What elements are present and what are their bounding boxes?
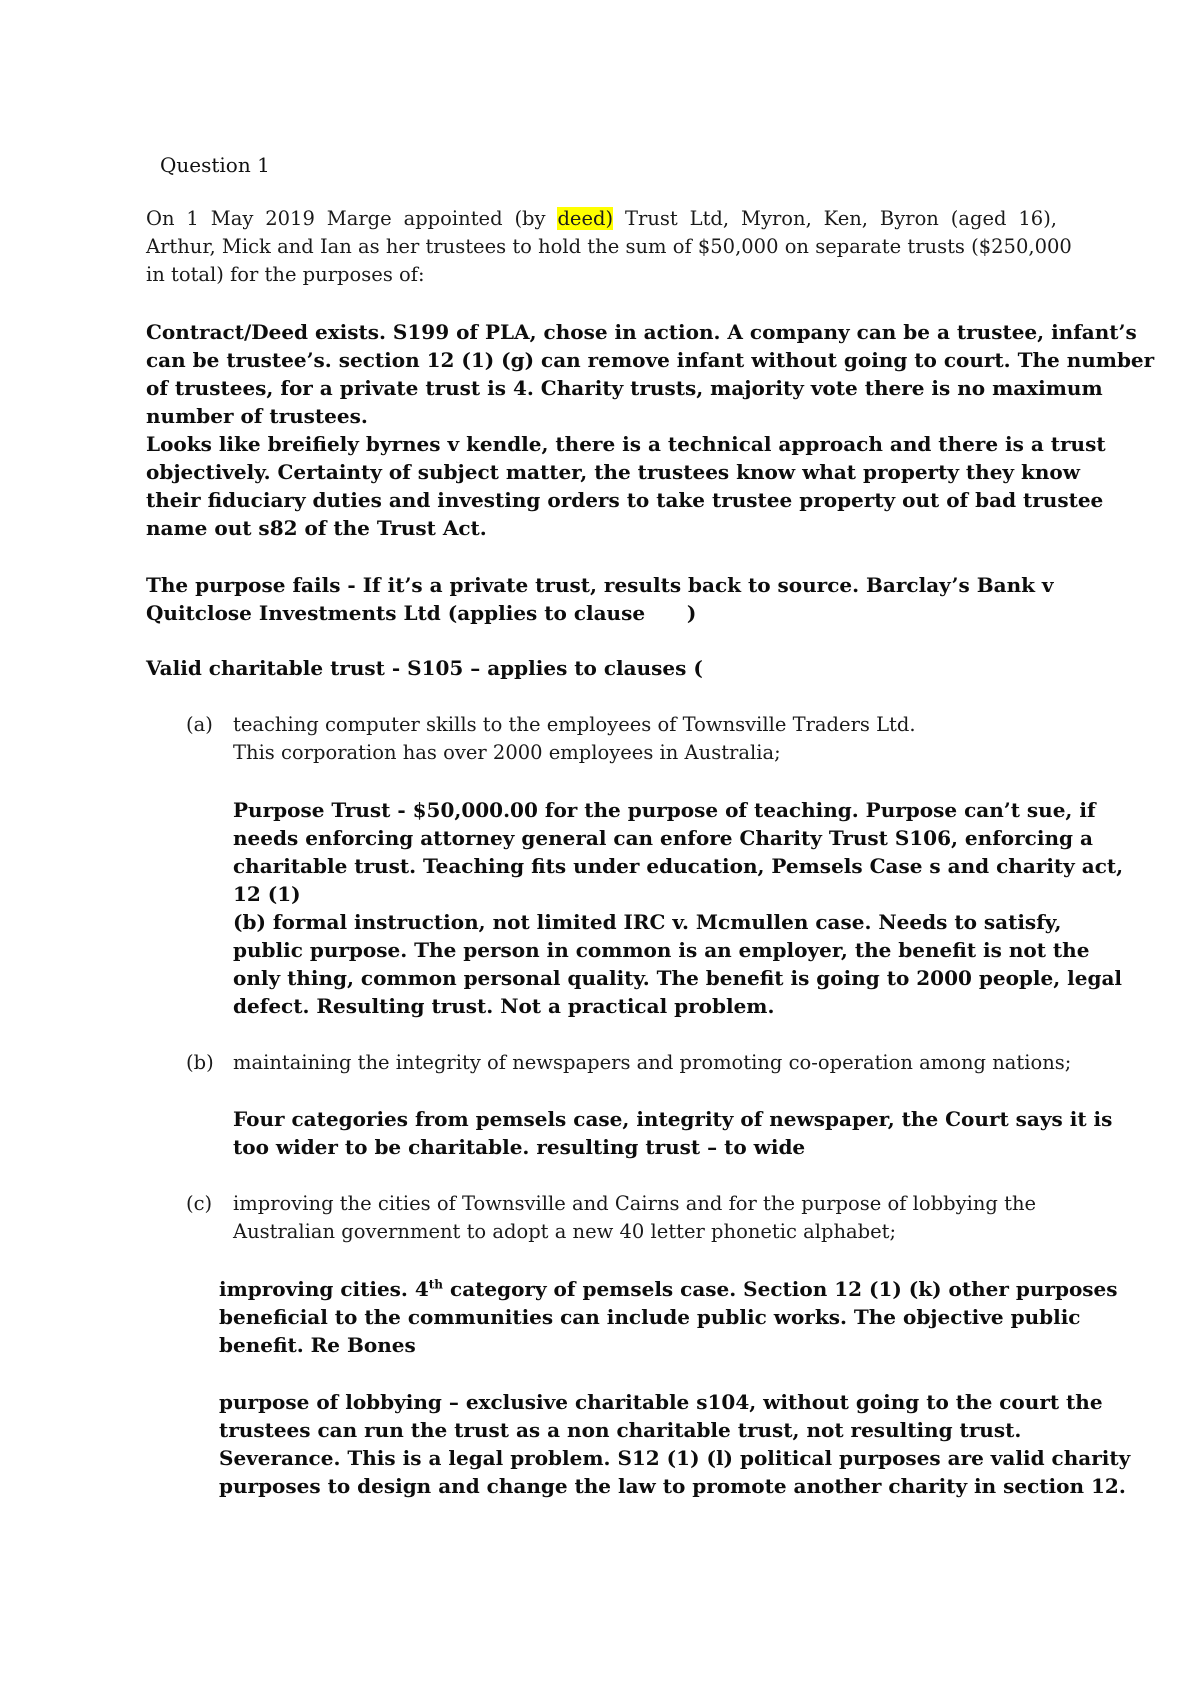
purpose-fails-line: The purpose fails - If it’s a private trust, results back to source. Barclay’s Bank v xyxy=(146,573,1054,597)
clause-a-note: only thing, common personal quality. The benefit is going to 2000 people, legal xyxy=(233,966,1123,990)
question-title: Question 1 xyxy=(160,153,270,177)
clause-b-note: too wider to be charitable. resulting trust – to wide xyxy=(233,1135,806,1159)
clause-b-marker: (b) xyxy=(186,1051,214,1074)
clause-a-note: 12 (1) xyxy=(233,882,301,906)
clause-a-line: teaching computer skills to the employees of Townsville Traders Ltd. xyxy=(233,713,916,736)
clause-a-note: defect. Resulting trust. Not a practical problem. xyxy=(233,994,775,1018)
clause-b-line: maintaining the integrity of newspapers and promoting co-operation among nations; xyxy=(233,1051,1072,1074)
intro-line-2: Arthur, Mick and Ian as her trustees to hold the sum of $50,000 on separate trusts ($250,000 xyxy=(146,235,1072,258)
notes1-line: number of trustees. xyxy=(146,404,368,428)
clause-c-cities-note: benefit. Re Bones xyxy=(219,1333,416,1357)
clause-a-note: charitable trust. Teaching fits under education, Pemsels Case s and charity act, xyxy=(233,854,1124,878)
clause-c-cities-note: beneficial to the communities can include public works. The objective public xyxy=(219,1305,1081,1329)
clause-a-line: This corporation has over 2000 employees in Australia; xyxy=(233,741,781,764)
clause-c-line: Australian government to adopt a new 40 letter phonetic alphabet; xyxy=(233,1220,897,1243)
notes1-line: their fiduciary duties and investing orders to take trustee property out of bad trustee xyxy=(146,488,1104,512)
notes1-line: of trustees, for a private trust is 4. Charity trusts, majority vote there is no maximum xyxy=(146,376,1103,400)
cities-note-text-a: improving cities. 4 xyxy=(219,1277,429,1301)
clause-c-line: improving the cities of Townsville and Cairns and for the purpose of lobbying the xyxy=(233,1192,1037,1215)
clause-c-lobbying-note: Severance. This is a legal problem. S12 (1) (l) political purposes are valid charity xyxy=(219,1446,1131,1470)
intro-text-a: On 1 May 2019 Marge appointed (by xyxy=(146,207,558,230)
clause-b-note: Four categories from pemsels case, integrity of newspaper, the Court says it is xyxy=(233,1107,1113,1131)
intro-line-3: in total) for the purposes of: xyxy=(146,263,425,286)
intro-line-1 xyxy=(146,206,1057,232)
clause-a-note: public purpose. The person in common is an employer, the benefit is not the xyxy=(233,938,1090,962)
cities-note-text-b: category of pemsels case. Section 12 (1) (k) other purposes xyxy=(443,1277,1118,1301)
notes1-line: Looks like breifiely byrnes v kendle, there is a technical approach and there is a trust xyxy=(146,432,1106,456)
clause-a-note: needs enforcing attorney general can enfore Charity Trust S106, enforcing a xyxy=(233,826,1093,850)
clause-c-lobbying-note: purpose of lobbying – exclusive charitable s104, without going to the court the xyxy=(219,1390,1103,1414)
clause-c-cities-note xyxy=(219,1276,1118,1302)
clause-c-lobbying-note: trustees can run the trust as a non charitable trust, not resulting trust. xyxy=(219,1418,1022,1442)
intro-text-b: Trust Ltd, Myron, Ken, Byron (aged 16), xyxy=(613,207,1057,230)
notes1-line: name out s82 of the Trust Act. xyxy=(146,516,487,540)
notes1-line: objectively. Certainty of subject matter, the trustees know what property they know xyxy=(146,460,1080,484)
ordinal-superscript: th xyxy=(428,1277,444,1292)
purpose-fails-line: Quitclose Investments Ltd (applies to clause ) xyxy=(146,601,697,625)
clause-a-note: Purpose Trust - $50,000.00 for the purpose of teaching. Purpose can’t sue, if xyxy=(233,798,1096,822)
clause-c-marker: (c) xyxy=(186,1192,213,1215)
notes1-line: can be trustee’s. section 12 (1) (g) can remove infant without going to court. The number xyxy=(146,348,1155,372)
valid-charitable-heading: Valid charitable trust - S105 – applies to clauses ( xyxy=(146,656,703,680)
notes1-line: Contract/Deed exists. S199 of PLA, chose in action. A company can be a trustee, infant’s xyxy=(146,320,1137,344)
clause-a-note: (b) formal instruction, not limited IRC v. Mcmullen case. Needs to satisfy, xyxy=(233,910,1062,934)
highlighted-deed: deed) xyxy=(557,207,614,230)
clause-c-lobbying-note: purposes to design and change the law to promote another charity in section 12. xyxy=(219,1474,1126,1498)
clause-a-marker: (a) xyxy=(186,713,213,736)
